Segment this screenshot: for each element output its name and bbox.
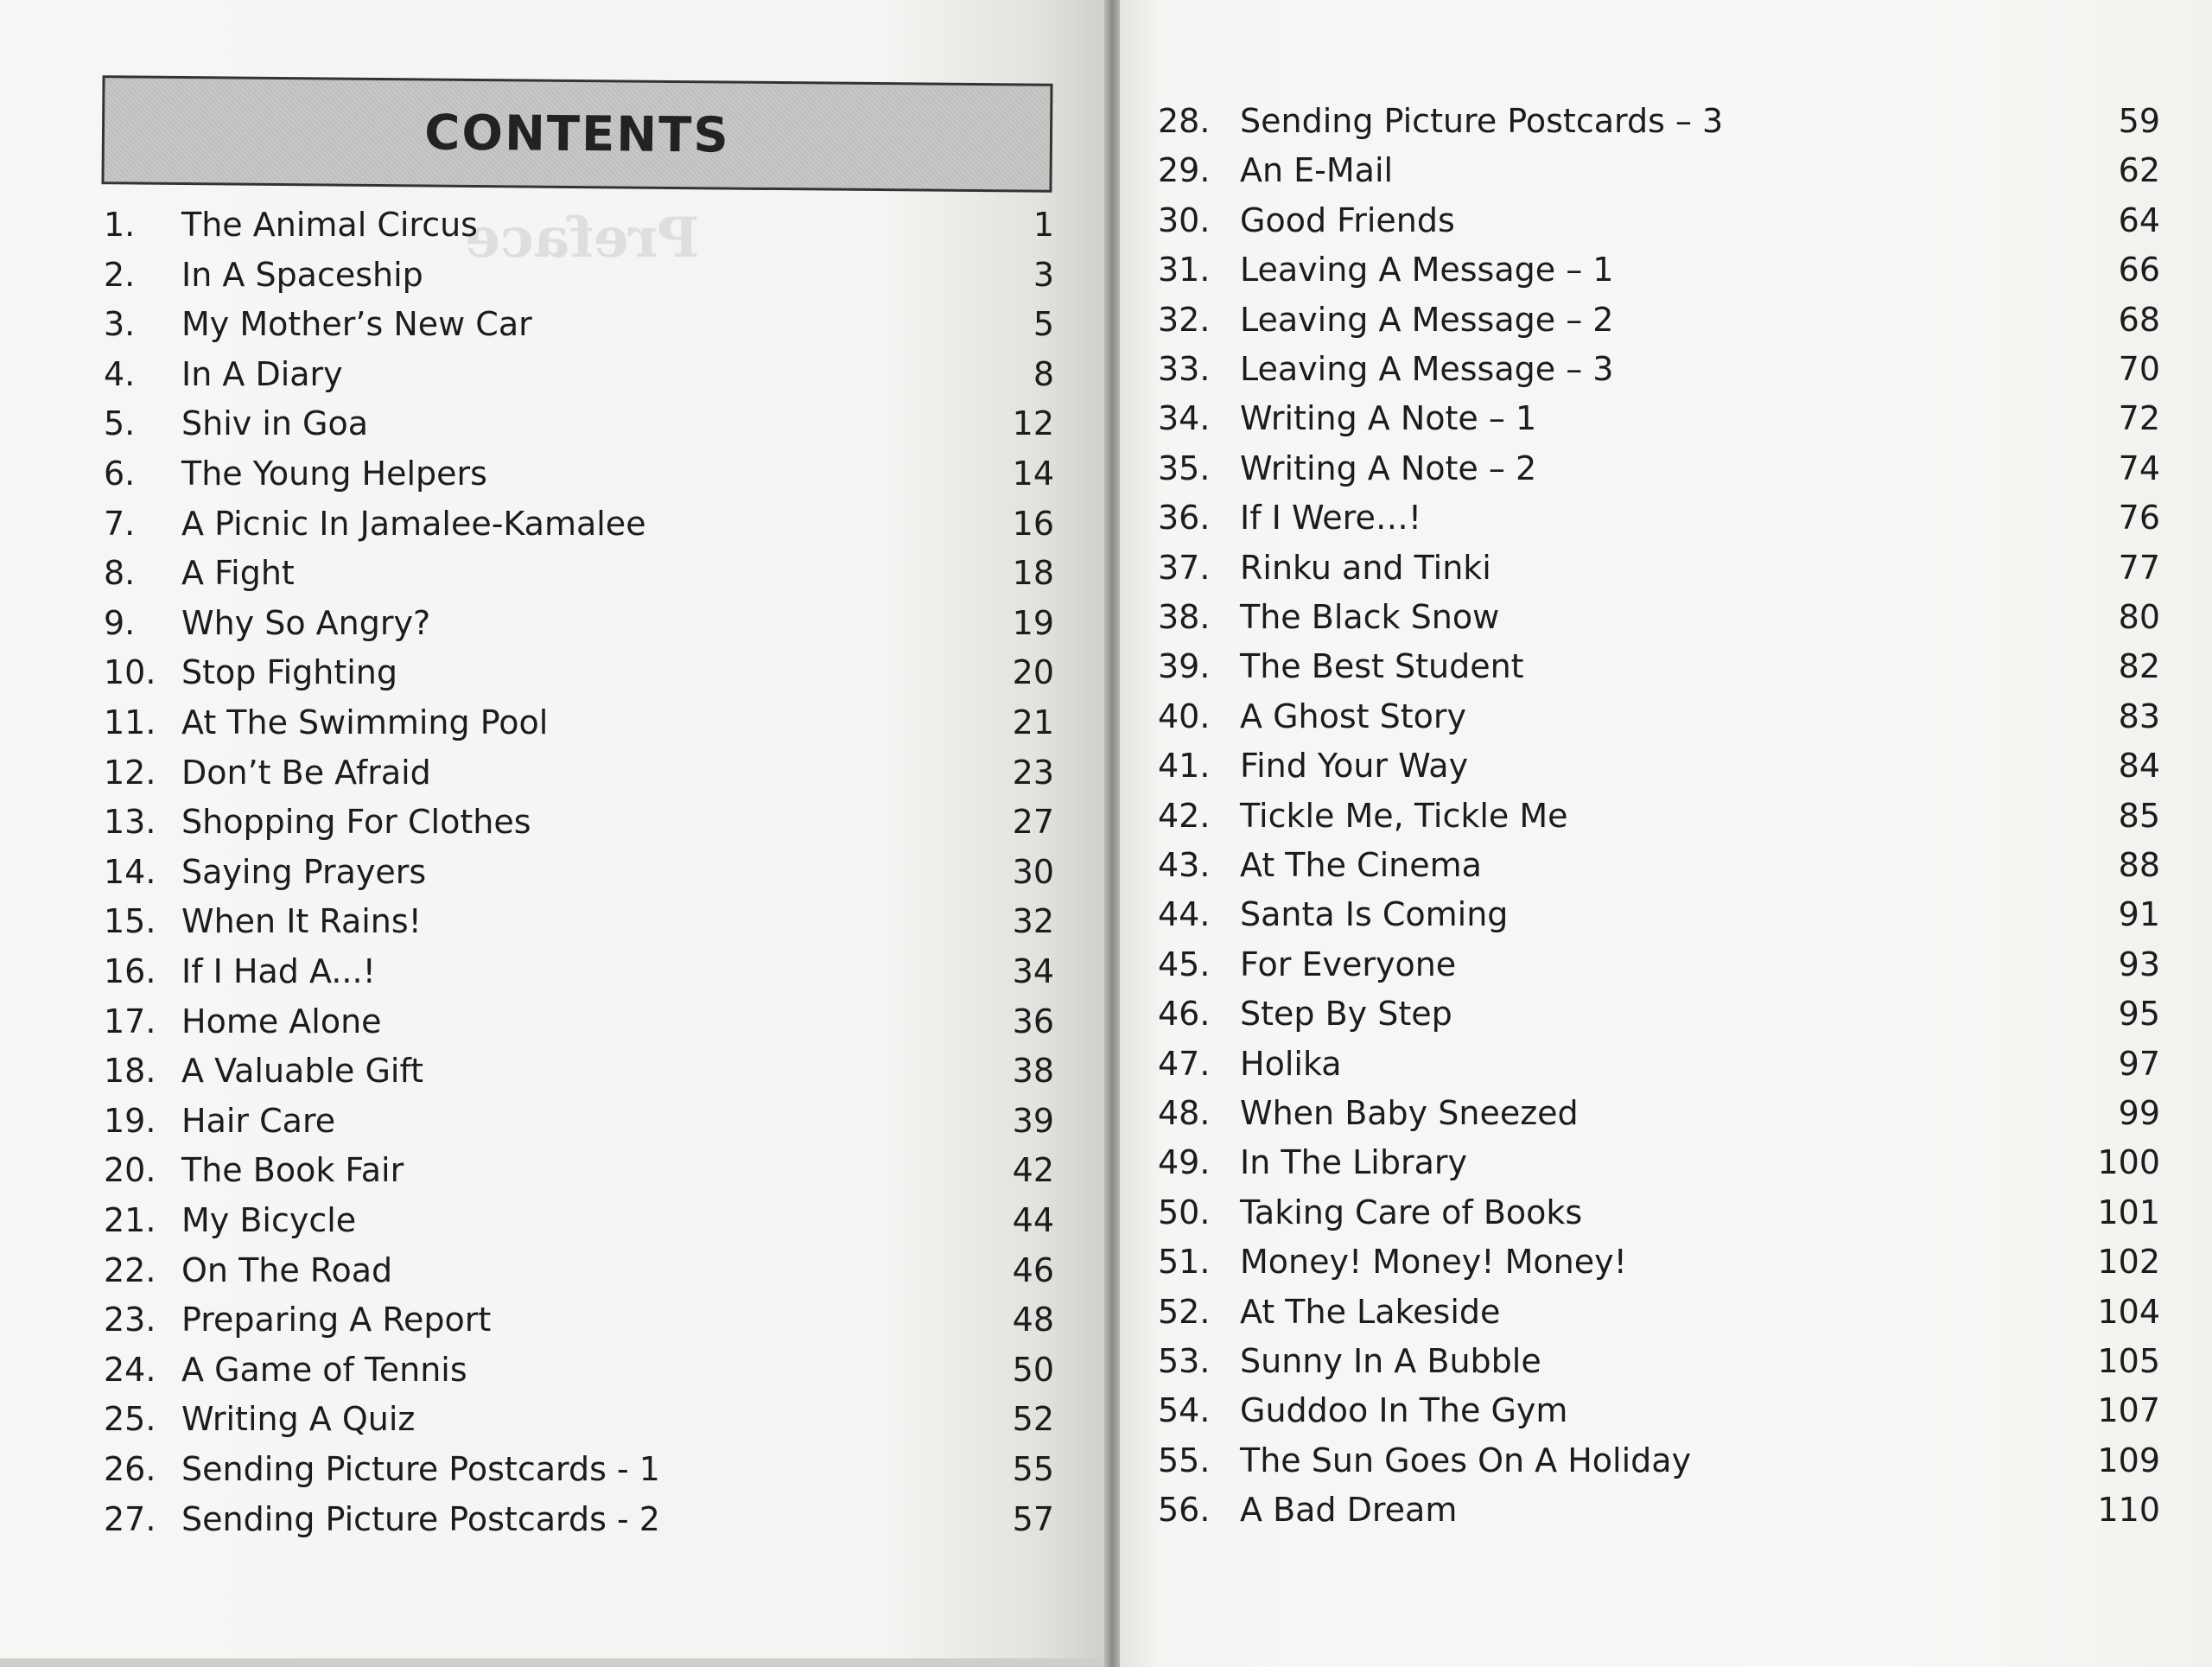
- toc-entry: [104, 1447, 1054, 1492]
- entry-title: Don’t Be Afraid: [181, 753, 431, 792]
- toc-entry: [104, 1347, 1054, 1392]
- entry-title: Writing A Note – 2: [1240, 449, 1537, 487]
- entry-number: 20.: [104, 1151, 156, 1190]
- entry-number: 52.: [1158, 1292, 1211, 1331]
- entry-page-number: 100: [2097, 1143, 2160, 1182]
- toc-entry: [1158, 1388, 2160, 1433]
- toc-entry: [1158, 1438, 2160, 1483]
- toc-entry: [104, 1397, 1054, 1441]
- toc-entry: [1158, 595, 2160, 639]
- entry-number: 11.: [104, 703, 156, 741]
- entry-title: Holika: [1240, 1044, 1342, 1083]
- entry-title: Sending Picture Postcards – 3: [1240, 102, 1724, 140]
- entry-number: 23.: [104, 1301, 156, 1339]
- entry-title: The Black Snow: [1240, 598, 1500, 636]
- entry-page-number: 70: [2118, 350, 2160, 388]
- entry-page-number: 101: [2097, 1193, 2160, 1231]
- entry-title: Tickle Me, Tickle Me: [1240, 796, 1568, 835]
- entry-title: In A Diary: [181, 354, 343, 393]
- entry-page-number: 102: [2097, 1243, 2160, 1282]
- toc-entry: [104, 999, 1054, 1044]
- entry-title: Money! Money! Money!: [1240, 1243, 1627, 1282]
- entry-title: The Sun Goes On A Holiday: [1240, 1441, 1692, 1479]
- toc-entry: [104, 700, 1054, 745]
- entry-number: 15.: [104, 902, 156, 941]
- entry-title: The Book Fair: [181, 1151, 404, 1190]
- entry-number: 31.: [1158, 251, 1211, 289]
- entry-page-number: 34: [1012, 952, 1054, 990]
- entry-title: Guddoo In The Gym: [1240, 1391, 1568, 1430]
- entry-number: 40.: [1158, 697, 1211, 735]
- entry-page-number: 32: [1012, 902, 1054, 941]
- toc-entry: [104, 302, 1054, 347]
- page-title: CONTENTS: [424, 104, 730, 164]
- entry-number: 9.: [104, 603, 136, 642]
- entry-title: The Best Student: [1240, 647, 1524, 686]
- entry-title: For Everyone: [1240, 945, 1457, 983]
- entry-number: 26.: [104, 1450, 156, 1488]
- entry-title: At The Cinema: [1240, 846, 1482, 884]
- entry-page-number: 84: [2118, 747, 2160, 786]
- toc-entry: [1158, 198, 2160, 243]
- entry-title: A Game of Tennis: [181, 1350, 467, 1389]
- entry-title: Step By Step: [1240, 995, 1452, 1034]
- entry-title: An E-Mail: [1240, 151, 1394, 190]
- entry-page-number: 50: [1012, 1350, 1054, 1389]
- entry-number: 19.: [104, 1101, 156, 1140]
- entry-number: 2.: [104, 255, 136, 294]
- entry-number: 1.: [104, 206, 136, 244]
- entry-page-number: 68: [2118, 300, 2160, 339]
- entry-number: 29.: [1158, 151, 1211, 190]
- toc-entry: [1158, 347, 2160, 391]
- entry-number: 36.: [1158, 499, 1211, 538]
- preface-bleedthrough-heading: Preface: [465, 206, 700, 270]
- entry-title: At The Lakeside: [1240, 1292, 1501, 1331]
- entry-number: 37.: [1158, 548, 1211, 587]
- entry-page-number: 59: [2118, 102, 2160, 140]
- entry-page-number: 83: [2118, 697, 2160, 735]
- entry-number: 10.: [104, 653, 156, 692]
- entry-page-number: 72: [2118, 399, 2160, 438]
- toc-entry: [1158, 495, 2160, 540]
- entry-page-number: 88: [2118, 846, 2160, 884]
- entry-page-number: 91: [2118, 895, 2160, 934]
- entry-title: Taking Care of Books: [1240, 1193, 1583, 1231]
- entry-page-number: 55: [1012, 1450, 1054, 1488]
- entry-number: 56.: [1158, 1491, 1211, 1530]
- entry-title: Shiv in Goa: [181, 404, 369, 443]
- entry-number: 38.: [1158, 598, 1211, 636]
- entry-page-number: 18: [1012, 554, 1054, 593]
- entry-page-number: 42: [1012, 1151, 1054, 1190]
- entry-page-number: 82: [2118, 647, 2160, 686]
- entry-title: Why So Angry?: [181, 603, 431, 642]
- entry-page-number: 30: [1012, 852, 1054, 891]
- entry-page-number: 97: [2118, 1044, 2160, 1083]
- entry-page-number: 48: [1012, 1301, 1054, 1339]
- toc-entry: [104, 899, 1054, 944]
- toc-entry: [1158, 1190, 2160, 1235]
- toc-entry: [104, 949, 1054, 994]
- entry-page-number: 66: [2118, 251, 2160, 289]
- entry-page-number: 110: [2097, 1491, 2160, 1530]
- entry-number: 53.: [1158, 1342, 1211, 1380]
- right-page: [1120, 0, 2212, 1667]
- entry-title: Stop Fighting: [181, 653, 397, 692]
- toc-entry: [1158, 1140, 2160, 1185]
- entry-title: On The Road: [181, 1250, 393, 1289]
- entry-title: Find Your Way: [1240, 747, 1469, 786]
- toc-entry: [104, 750, 1054, 795]
- entry-title: If I Were…!: [1240, 499, 1422, 538]
- entry-page-number: 20: [1012, 653, 1054, 692]
- entry-number: 21.: [104, 1201, 156, 1239]
- entry-page-number: 105: [2097, 1342, 2160, 1380]
- toc-entry: [104, 1148, 1054, 1193]
- toc-entry: [1158, 545, 2160, 590]
- entry-number: 33.: [1158, 350, 1211, 388]
- entry-number: 25.: [104, 1400, 156, 1439]
- entry-number: 44.: [1158, 895, 1211, 934]
- entry-title: Saying Prayers: [181, 852, 427, 891]
- entry-page-number: 77: [2118, 548, 2160, 587]
- entry-title: A Valuable Gift: [181, 1052, 424, 1091]
- entry-number: 49.: [1158, 1143, 1211, 1182]
- entry-title: Santa Is Coming: [1240, 895, 1509, 934]
- entry-page-number: 107: [2097, 1391, 2160, 1430]
- entry-page-number: 27: [1012, 803, 1054, 842]
- toc-entry: [104, 799, 1054, 844]
- toc-entry: [104, 1248, 1054, 1293]
- entry-number: 4.: [104, 354, 136, 393]
- entry-number: 22.: [104, 1250, 156, 1289]
- toc-entry: [1158, 446, 2160, 491]
- toc-entry: [104, 1048, 1054, 1093]
- entry-title: When It Rains!: [181, 902, 422, 941]
- entry-page-number: 16: [1012, 504, 1054, 543]
- entry-number: 17.: [104, 1002, 156, 1040]
- book-spine: [1104, 0, 1120, 1667]
- toc-entry: [104, 650, 1054, 695]
- entry-title: If I Had A...!: [181, 952, 376, 990]
- entry-title: When Baby Sneezed: [1240, 1094, 1579, 1132]
- toc-entry: [104, 451, 1054, 496]
- contents-header-banner: [101, 75, 1052, 193]
- entry-number: 13.: [104, 803, 156, 842]
- entry-number: 7.: [104, 504, 136, 543]
- entry-page-number: 85: [2118, 796, 2160, 835]
- entry-page-number: 21: [1012, 703, 1054, 741]
- entry-page-number: 76: [2118, 499, 2160, 538]
- entry-page-number: 44: [1012, 1201, 1054, 1239]
- toc-entry: [104, 401, 1054, 446]
- toc-entry: [104, 849, 1054, 894]
- entry-number: 14.: [104, 852, 156, 891]
- entry-title: Rinku and Tinki: [1240, 548, 1491, 587]
- entry-number: 39.: [1158, 647, 1211, 686]
- toc-entry: [1158, 843, 2160, 888]
- entry-page-number: 14: [1012, 455, 1054, 493]
- entry-number: 27.: [104, 1499, 156, 1538]
- entry-title: The Animal Circus: [181, 206, 478, 244]
- entry-page-number: 1: [1033, 206, 1054, 244]
- entry-title: At The Swimming Pool: [181, 703, 549, 741]
- entry-page-number: 39: [1012, 1101, 1054, 1140]
- entry-number: 32.: [1158, 300, 1211, 339]
- toc-entry: [104, 550, 1054, 595]
- toc-entry: [1158, 247, 2160, 292]
- entry-page-number: 36: [1012, 1002, 1054, 1040]
- toc-entry: [1158, 1289, 2160, 1334]
- entry-number: 28.: [1158, 102, 1211, 140]
- entry-title: My Bicycle: [181, 1201, 357, 1239]
- toc-entry: [1158, 644, 2160, 689]
- entry-number: 8.: [104, 554, 136, 593]
- toc-entry: [1158, 396, 2160, 441]
- toc-entry: [104, 1098, 1054, 1143]
- entry-number: 34.: [1158, 399, 1211, 438]
- entry-title: In A Spaceship: [181, 255, 423, 294]
- entry-page-number: 99: [2118, 1094, 2160, 1132]
- entry-number: 3.: [104, 305, 136, 344]
- entry-page-number: 57: [1012, 1499, 1054, 1538]
- entry-number: 54.: [1158, 1391, 1211, 1430]
- entry-page-number: 93: [2118, 945, 2160, 983]
- entry-page-number: 74: [2118, 449, 2160, 487]
- entry-page-number: 109: [2097, 1441, 2160, 1479]
- entry-title: Leaving A Message – 1: [1240, 251, 1614, 289]
- entry-title: Good Friends: [1240, 200, 1455, 239]
- entry-number: 5.: [104, 404, 136, 443]
- toc-entry: [104, 202, 1054, 247]
- toc-entry: [104, 1198, 1054, 1243]
- entry-number: 16.: [104, 952, 156, 990]
- toc-entry: [1158, 1091, 2160, 1136]
- entry-number: 45.: [1158, 945, 1211, 983]
- entry-title: Leaving A Message – 3: [1240, 350, 1614, 388]
- entry-title: A Ghost Story: [1240, 697, 1467, 735]
- toc-entry: [104, 1497, 1054, 1542]
- toc-entry: [1158, 99, 2160, 143]
- entry-title: The Young Helpers: [181, 455, 487, 493]
- entry-page-number: 52: [1012, 1400, 1054, 1439]
- entry-title: Leaving A Message – 2: [1240, 300, 1614, 339]
- entry-page-number: 104: [2097, 1292, 2160, 1331]
- toc-entry: [1158, 1041, 2160, 1086]
- entry-number: 48.: [1158, 1094, 1211, 1132]
- toc-entry: [104, 601, 1054, 646]
- toc-entry: [1158, 148, 2160, 193]
- toc-entry: [104, 352, 1054, 397]
- entry-title: Writing A Note – 1: [1240, 399, 1537, 438]
- entry-title: Sending Picture Postcards - 1: [181, 1450, 660, 1488]
- entry-page-number: 5: [1033, 305, 1054, 344]
- entry-page-number: 19: [1012, 603, 1054, 642]
- toc-entry: [1158, 991, 2160, 1036]
- entry-number: 12.: [104, 753, 156, 792]
- entry-title: Sending Picture Postcards - 2: [181, 1499, 660, 1538]
- entry-page-number: 12: [1012, 404, 1054, 443]
- toc-entry: [1158, 793, 2160, 838]
- toc-entry: [1158, 942, 2160, 987]
- entry-number: 18.: [104, 1052, 156, 1091]
- entry-page-number: 62: [2118, 151, 2160, 190]
- left-page: [0, 0, 1104, 1667]
- toc-entry: [104, 252, 1054, 297]
- toc-entry: [1158, 297, 2160, 342]
- entry-number: 55.: [1158, 1441, 1211, 1479]
- entry-page-number: 46: [1012, 1250, 1054, 1289]
- entry-page-number: 23: [1012, 753, 1054, 792]
- entry-number: 51.: [1158, 1243, 1211, 1282]
- entry-page-number: 38: [1012, 1052, 1054, 1091]
- entry-number: 41.: [1158, 747, 1211, 786]
- entry-number: 30.: [1158, 200, 1211, 239]
- toc-entry: [104, 1297, 1054, 1342]
- toc-entry: [1158, 743, 2160, 788]
- entry-number: 24.: [104, 1350, 156, 1389]
- entry-number: 35.: [1158, 449, 1211, 487]
- entry-number: 42.: [1158, 796, 1211, 835]
- toc-entry: [1158, 892, 2160, 937]
- entry-number: 46.: [1158, 995, 1211, 1034]
- entry-number: 50.: [1158, 1193, 1211, 1231]
- entry-title: Writing A Quiz: [181, 1400, 416, 1439]
- entry-page-number: 8: [1033, 354, 1054, 393]
- toc-entry: [104, 501, 1054, 546]
- entry-title: My Mother’s New Car: [181, 305, 532, 344]
- toc-entry: [1158, 694, 2160, 739]
- entry-page-number: 64: [2118, 200, 2160, 239]
- toc-entry: [1158, 1239, 2160, 1284]
- entry-title: In The Library: [1240, 1143, 1467, 1182]
- entry-page-number: 80: [2118, 598, 2160, 636]
- entry-title: Home Alone: [181, 1002, 382, 1040]
- entry-title: A Bad Dream: [1240, 1491, 1458, 1530]
- entry-title: A Picnic In Jamalee-Kamalee: [181, 504, 646, 543]
- entry-title: Sunny In A Bubble: [1240, 1342, 1541, 1380]
- entry-title: Shopping For Clothes: [181, 803, 531, 842]
- entry-number: 47.: [1158, 1044, 1211, 1083]
- entry-title: Preparing A Report: [181, 1301, 492, 1339]
- entry-title: A Fight: [181, 554, 295, 593]
- toc-entry: [1158, 1339, 2160, 1384]
- entry-page-number: 3: [1033, 255, 1054, 294]
- entry-number: 6.: [104, 455, 136, 493]
- entry-title: Hair Care: [181, 1101, 336, 1140]
- entry-page-number: 95: [2118, 995, 2160, 1034]
- entry-number: 43.: [1158, 846, 1211, 884]
- toc-entry: [1158, 1487, 2160, 1532]
